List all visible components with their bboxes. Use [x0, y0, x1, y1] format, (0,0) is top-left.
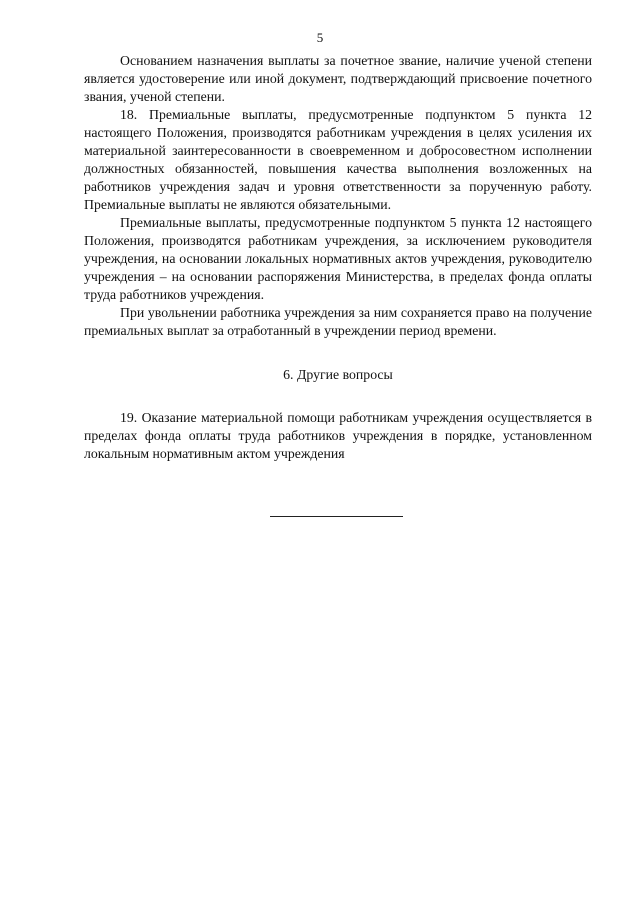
section-title-other-questions: 6. Другие вопросы	[283, 367, 393, 382]
paragraph-bonus-procedure: Премиальные выплаты, предусмотренные подпунктом 5 пункта 12 настоящего Положения, производятся работникам учреждения, за исключением руководителя учреждения, на основании локальных нормативных актов учреждения, руководителю учреждения – на основании распоряжения Министерства, в пределах фонда оплаты труда работников учреждения.	[84, 215, 592, 302]
paragraph-honorary-title-basis: Основанием назначения выплаты за почетное звание, наличие ученой степени является удостоверение или иной документ, подтверждающий присвоение почетного звания, ученой степени.	[84, 53, 592, 104]
document-body	[84, 52, 592, 463]
paragraph-19-material-assistance: 19. Оказание материальной помощи работникам учреждения осуществляется в пределах фонда оплаты труда работников учреждения в порядке, установленном локальным нормативным актом учреждения	[84, 410, 592, 461]
end-of-document-line	[270, 516, 403, 517]
page-number: 5	[316, 30, 324, 45]
paragraph-dismissal-bonus: При увольнении работника учреждения за ним сохраняется право на получение премиальных выплат за отработанный в учреждении период времени.	[84, 305, 592, 338]
paragraph-18-bonus-payments: 18. Премиальные выплаты, предусмотренные подпунктом 5 пункта 12 настоящего Положения, производятся работникам учреждения в целях усиления их материальной заинтересованности в своевременном и добросовестном исполнении должностных обязанностей, повышения качества выполнения возложенных на работников учреждения задач и уровня ответственности за порученную работу. Премиальные выплаты не являются обязательными.	[84, 107, 592, 212]
